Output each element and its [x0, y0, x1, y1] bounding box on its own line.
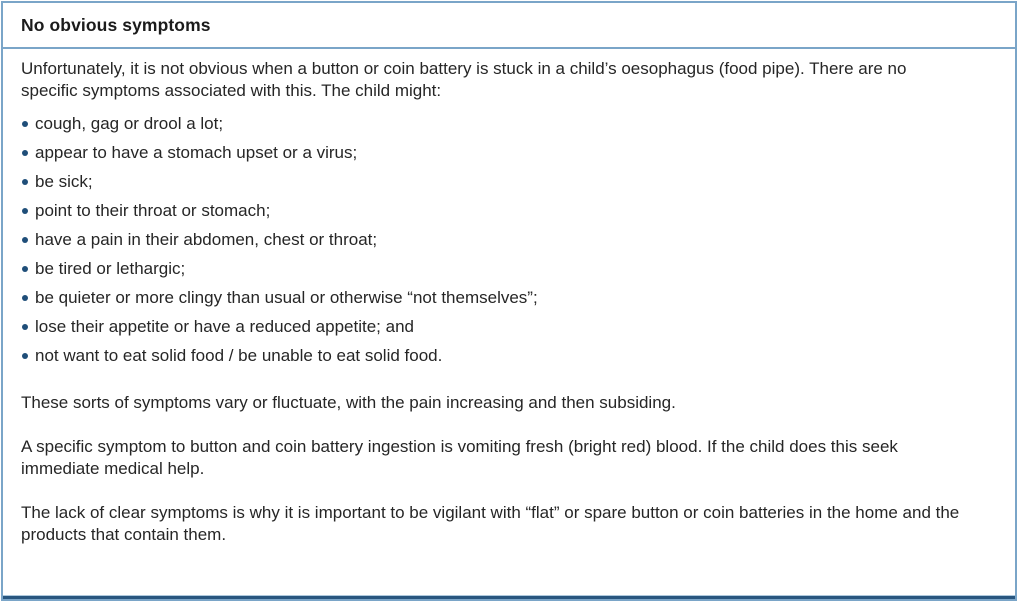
symptom-list-item: be sick;: [21, 171, 966, 193]
symptom-list-item: be tired or lethargic;: [21, 258, 966, 280]
symptom-list-item: be quieter or more clingy than usual or otherwise “not themselves”;: [21, 287, 966, 309]
panel-header: [3, 3, 1015, 49]
symptom-list-item: lose their appetite or have a reduced appetite; and: [21, 316, 966, 338]
symptom-list-item: have a pain in their abdomen, chest or throat;: [21, 229, 966, 251]
symptom-list-item: not want to eat solid food / be unable to eat solid food.: [21, 345, 966, 367]
intro-paragraph: Unfortunately, it is not obvious when a button or coin battery is stuck in a child’s oesophagus (food pipe). There are no specific symptoms associated with this. The child might:: [21, 59, 907, 100]
body-paragraph: The lack of clear symptoms is why it is important to be vigilant with “flat” or spare button or coin batteries in the home and the products that contain them.: [21, 503, 960, 544]
symptom-list-item: appear to have a stomach upset or a virus;: [21, 142, 966, 164]
body-paragraph: A specific symptom to button and coin battery ingestion is vomiting fresh (bright red) blood. If the child does this seek immediate medical help.: [21, 437, 898, 478]
symptom-list-item: cough, gag or drool a lot;: [21, 113, 966, 135]
body-paragraphs: [21, 392, 997, 546]
bottom-accent-bar: [3, 595, 1015, 599]
symptom-list-item: point to their throat or stomach;: [21, 200, 966, 222]
panel-title: No obvious symptoms: [21, 15, 211, 35]
symptom-list: [21, 113, 997, 367]
panel-body: [3, 49, 1015, 595]
info-panel: [1, 1, 1017, 601]
body-paragraph: These sorts of symptoms vary or fluctuate, with the pain increasing and then subsiding.: [21, 393, 676, 412]
